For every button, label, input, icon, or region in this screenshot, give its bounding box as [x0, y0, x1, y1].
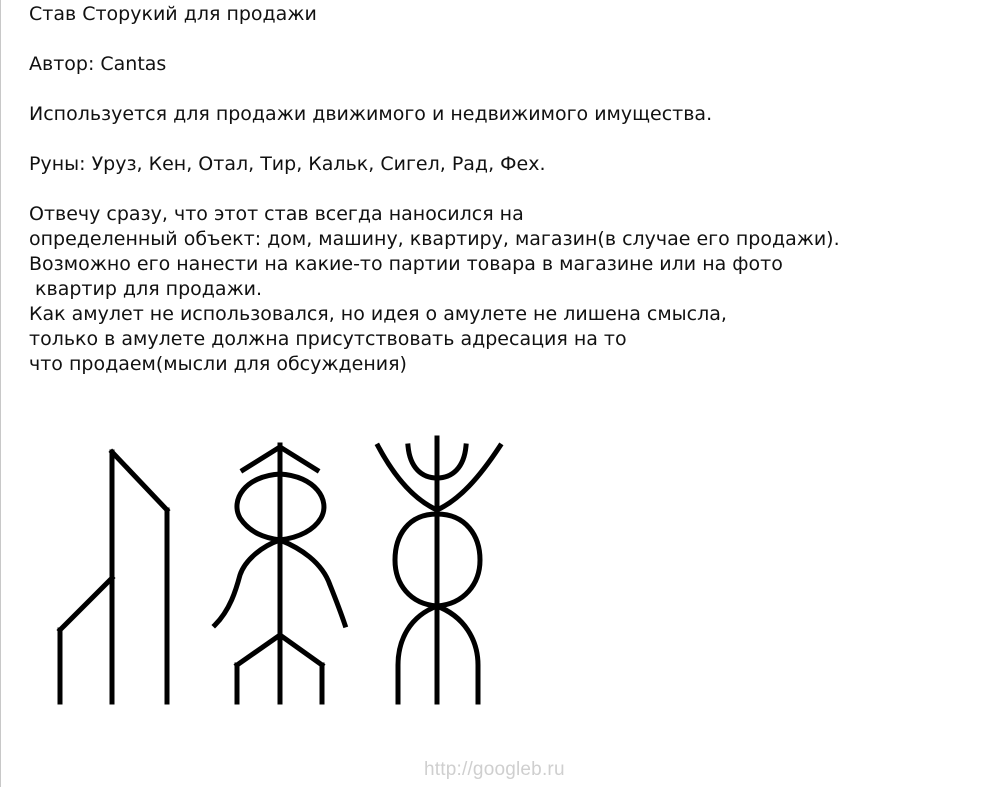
document-text — [29, 2, 989, 377]
body-line: Как амулет не использовался, но идея о амулете не лишена смысла, — [29, 303, 727, 325]
body-line: что продаем(мысли для обсуждения) — [29, 353, 407, 375]
body-line: определенный объект: дом, машину, квартиру, магазин(в случае его продажи). — [29, 228, 840, 250]
document-author: Автор: Cantas — [29, 53, 167, 75]
spacer — [29, 77, 989, 102]
page-left-border — [0, 0, 1, 787]
body-line: только в амулете должна присутствовать адресация на то — [29, 328, 627, 350]
bind-rune-figure-2 — [215, 445, 345, 702]
document-purpose: Используется для продажи движимого и недвижимого имущества. — [29, 103, 713, 125]
document-runes: Руны: Уруз, Кен, Отал, Тир, Кальк, Сигел, Рад, Фех. — [29, 153, 546, 175]
spacer — [29, 127, 989, 152]
bind-rune-figure-3 — [378, 438, 500, 702]
body-line: Возможно его нанести на какие-то партии товара в магазине или на фото — [29, 253, 783, 275]
body-line: квартир для продажи. — [29, 278, 263, 300]
body-line: Отвечу сразу, что этот став всегда наносился на — [29, 203, 524, 225]
bind-rune-figures — [40, 430, 540, 720]
watermark-url: http://googleb.ru — [424, 759, 565, 780]
bind-rune-figure-1 — [60, 452, 167, 702]
spacer — [29, 27, 989, 52]
document-title: Став Сторукий для продажи — [29, 3, 317, 25]
spacer — [29, 177, 989, 202]
